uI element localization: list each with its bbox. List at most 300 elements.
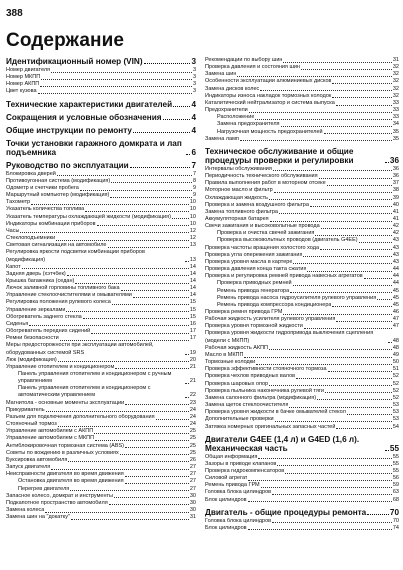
toc-entry-text: Нагрузочная мощность предохранителей (217, 128, 323, 135)
toc-entry-text: Дополнительные проверки (205, 416, 274, 423)
toc-entry-text: Обогреватель передних сидений (6, 328, 91, 335)
toc-section-heading[interactable] (6, 126, 196, 135)
toc-entry[interactable] (6, 264, 196, 271)
toc-page-number: 52 (392, 387, 399, 394)
toc-entry-text: Замена предохранителя (217, 121, 280, 128)
toc-section-heading[interactable] (205, 147, 399, 165)
toc-entry[interactable] (205, 129, 399, 136)
toc-entry[interactable] (205, 475, 399, 482)
toc-entry[interactable] (205, 302, 399, 309)
toc-page-number: 70 (392, 517, 399, 524)
toc-entry[interactable] (205, 187, 399, 194)
dot-leader (70, 490, 189, 491)
dot-leader (273, 170, 392, 171)
toc-entry-text: Проверка и регулировка ремней привода навесных агрегатов (205, 273, 363, 280)
toc-entry[interactable] (205, 323, 399, 330)
toc-entry[interactable] (205, 266, 399, 273)
toc-entry[interactable] (6, 435, 196, 442)
toc-entry-text: Управление автомобилем с МКПП (6, 435, 95, 442)
toc-entry[interactable] (6, 471, 196, 478)
toc-entry[interactable] (6, 500, 196, 507)
dot-leader (46, 411, 189, 412)
toc-page-number: 56 (392, 475, 399, 482)
toc-page-number: 16 (189, 320, 196, 327)
toc-entry[interactable] (205, 424, 399, 431)
toc-entry[interactable] (6, 307, 196, 314)
toc-entry[interactable] (205, 64, 399, 71)
toc-entry-text: Обогреватель заднего стекла (6, 313, 82, 320)
dot-leader (301, 69, 392, 70)
toc-page-number: 9 (192, 192, 196, 199)
toc-entry-text: Маршрутный компьютер (модификация) (6, 192, 110, 199)
toc-entry[interactable] (205, 216, 399, 223)
toc-page-number: 14 (189, 270, 196, 277)
toc-page-number: 47 (392, 316, 399, 323)
toc-entry-text: Проверка и замена воздушного фильтра (205, 201, 309, 208)
toc-entry-text: Регулировка положения рулевого колеса (6, 299, 111, 306)
toc-page-number: 27 (189, 485, 196, 492)
dot-leader (321, 228, 392, 229)
dot-leader (388, 342, 392, 343)
dot-leader (125, 447, 189, 448)
toc-page-number: 53 (392, 416, 399, 423)
toc-page-number: 36 (392, 165, 399, 172)
toc-page-number: 43 (392, 258, 399, 265)
toc-entry[interactable] (6, 314, 196, 321)
toc-entry-text: Проверка гидрокомпенсаторов (205, 467, 285, 474)
toc-page-number: 10 (189, 213, 196, 220)
toc-entry-text: Антиблокировочная тормозная система (ABS) (6, 442, 124, 449)
dot-leader (120, 454, 189, 455)
toc-entry-text: Рекомендации по выбору шин (205, 57, 283, 63)
toc-entry[interactable] (205, 273, 399, 280)
toc-entry[interactable] (6, 74, 196, 81)
toc-page-number: 52 (392, 373, 399, 380)
dot-leader (269, 199, 392, 200)
toc-section-heading[interactable] (205, 435, 399, 453)
dot-leader (111, 182, 192, 183)
toc-page-number: 49 (392, 351, 399, 358)
toc-page-number: 51 (392, 366, 399, 373)
toc-entry[interactable] (205, 288, 399, 295)
dot-leader (272, 494, 392, 495)
toc-section-heading[interactable] (6, 100, 196, 109)
toc-entry[interactable] (6, 407, 196, 414)
dot-leader (269, 385, 392, 386)
toc-entry[interactable] (205, 525, 399, 532)
toc-page-number: 37 (392, 180, 399, 187)
toc-entry[interactable] (205, 330, 399, 344)
dot-leader (364, 278, 392, 279)
toc-entry[interactable] (205, 136, 399, 143)
toc-page-number: 33 (392, 107, 399, 114)
dot-leader (94, 433, 189, 434)
toc-entry-text: Проверка уровня масла в картере (205, 258, 293, 265)
toc-entry[interactable] (205, 71, 399, 78)
toc-entry[interactable] (6, 178, 196, 185)
toc-entry-text: Замена шин (205, 71, 237, 78)
toc-page-number: 6 (191, 147, 196, 157)
toc-page-number: 15 (189, 306, 196, 313)
toc-section-heading[interactable] (6, 57, 196, 66)
toc-entry[interactable] (6, 192, 196, 199)
toc-entry[interactable] (6, 292, 196, 299)
toc-entry[interactable] (205, 388, 399, 395)
dot-leader (327, 185, 392, 186)
toc-entry[interactable] (6, 321, 196, 328)
toc-entry-text: Указатель температуры охлаждающей жидкости (модификация) (6, 213, 171, 220)
toc-page-number: 13 (189, 242, 196, 249)
toc-page-number: 10 (189, 206, 196, 213)
toc-entry[interactable] (205, 259, 399, 266)
toc-entry-text: Часы (6, 227, 20, 234)
dot-leader (248, 480, 391, 481)
toc-entry[interactable] (205, 359, 399, 366)
toc-page-number: 15 (189, 313, 196, 320)
toc-entry[interactable] (6, 67, 196, 74)
toc-page-number: 35 (392, 128, 399, 135)
toc-entry-text: Стеклоподъемники (6, 235, 56, 242)
toc-entry[interactable] (205, 409, 399, 416)
toc-page-number: 44 (392, 273, 399, 280)
toc-page-number: 45 (392, 294, 399, 301)
toc-entry[interactable] (6, 221, 196, 228)
toc-page-number: 68 (392, 496, 399, 503)
toc-entry[interactable] (6, 385, 196, 399)
dot-leader (260, 90, 392, 91)
toc-heading-text: Общие инструкции по ремонту (6, 125, 132, 135)
toc-entry[interactable] (6, 278, 196, 285)
dot-leader (307, 271, 391, 272)
toc-page-number: 44 (392, 280, 399, 287)
toc-entry[interactable] (205, 461, 399, 468)
toc-page-number: 53 (392, 402, 399, 409)
toc-entry[interactable] (6, 199, 196, 206)
toc-page-number: 12 (189, 227, 196, 234)
toc-entry-text: Индикаторы износа накладок тормозных колодок (205, 92, 332, 99)
toc-column-right (205, 57, 399, 532)
toc-entry-text: Задняя дверь (хэтчбек) (6, 270, 66, 277)
toc-entry[interactable] (205, 209, 399, 216)
toc-entry[interactable] (6, 271, 196, 278)
toc-entry[interactable] (205, 518, 399, 525)
toc-page-number: 12 (189, 235, 196, 242)
dot-leader (91, 333, 189, 334)
toc-entry-text: Расположение (217, 114, 255, 121)
dot-leader (332, 306, 391, 307)
toc-entry-text: Лючок заливной горловины топливного бака (6, 285, 120, 292)
toc-entry[interactable] (205, 295, 399, 302)
toc-page-number: 3 (192, 67, 196, 73)
dot-leader (332, 83, 391, 84)
toc-entry-text: Масло в МКПП (205, 351, 244, 358)
toc-entry-text: Общая информация (205, 453, 258, 460)
dot-leader (249, 112, 392, 113)
dot-leader (68, 461, 189, 462)
toc-entry-text: Остановка двигателя во время движения (18, 478, 124, 485)
toc-section-heading[interactable] (205, 508, 399, 517)
toc-entry-text: Замена колеса (6, 506, 45, 513)
toc-page-number: 50 (392, 359, 399, 366)
toc-page-number: 13 (189, 256, 196, 263)
toc-entry-text: Тахометр (6, 199, 31, 206)
dot-leader (121, 290, 189, 291)
toc-entry[interactable] (6, 507, 196, 514)
dot-leader (125, 476, 189, 477)
toc-entry[interactable] (205, 395, 399, 402)
toc-page-number: 9 (192, 184, 196, 191)
toc-entry[interactable] (6, 185, 196, 192)
dot-leader (125, 404, 189, 405)
toc-page-number: 30 (189, 492, 196, 499)
dot-leader (324, 133, 392, 134)
toc-entry-text: Зазоры в приводе клапанов (205, 460, 277, 467)
toc-entry-text: Управление стеклоочистителями и омывателями (6, 292, 132, 299)
toc-entry[interactable] (6, 249, 196, 263)
toc-heading-text: Двигатель - общие процедуры ремонта (205, 507, 367, 517)
dot-leader (144, 63, 191, 64)
toc-page-number: 45 (392, 287, 399, 294)
dot-leader (244, 357, 391, 358)
toc-entry-text: Головка блока цилиндров (205, 489, 272, 496)
toc-section-heading[interactable] (6, 139, 196, 157)
toc-heading-text: Технические характеристики двигателей (6, 99, 173, 109)
toc-heading-text: Руководство по эксплуатации (6, 160, 129, 170)
toc-entry[interactable] (6, 450, 196, 457)
toc-entry-text: Запуск двигателя (6, 464, 51, 471)
toc-entry[interactable] (205, 381, 399, 388)
toc-entry[interactable] (205, 173, 399, 180)
toc-entry[interactable] (6, 235, 196, 242)
toc-section-heading[interactable] (6, 113, 196, 122)
toc-entry-text: Блокировка дверей (6, 170, 56, 177)
toc-entry[interactable] (205, 402, 399, 409)
toc-entry[interactable] (205, 316, 399, 323)
toc-entry[interactable] (205, 482, 399, 489)
toc-entry-text: Проверка угла опережения зажигания (205, 251, 303, 258)
toc-entry[interactable] (205, 252, 399, 259)
dot-leader (112, 304, 189, 305)
toc-entry[interactable] (205, 230, 399, 237)
toc-page-number: 14 (189, 292, 196, 299)
toc-entry[interactable] (6, 214, 196, 221)
toc-page-number: 42 (392, 223, 399, 230)
dot-leader (293, 285, 392, 286)
toc-entry-text: Каталитический нейтрализатор и система выпуска (205, 99, 335, 106)
toc-entry[interactable] (6, 228, 196, 235)
dot-leader (279, 213, 392, 214)
toc-entry[interactable] (205, 107, 399, 114)
toc-entry[interactable] (205, 468, 399, 475)
toc-heading-text: Техническое обслуживание и общие процедуры проверки и регулировки (205, 146, 354, 165)
toc-entry-text: Меры предосторожности при эксплуатации автомобилей, оборудованных системой SRS (6, 342, 154, 356)
toc-entry[interactable] (205, 237, 399, 244)
dot-leader (283, 314, 391, 315)
dot-leader (317, 399, 392, 400)
toc-entry[interactable] (205, 121, 399, 128)
toc-page-number: 55 (392, 467, 399, 474)
toc-entry-text: Буксировка автомобиля (6, 456, 68, 463)
toc-entry[interactable] (6, 493, 196, 500)
toc-entry-text: Замена салонного фильтра (модификация) (205, 394, 317, 401)
toc-page-number: 15 (189, 299, 196, 306)
dot-leader (51, 469, 189, 470)
toc-entry[interactable] (205, 114, 399, 121)
toc-entry[interactable] (205, 489, 399, 496)
toc-entry-text: Проверка частоты вращения холостого хода (205, 244, 319, 251)
toc-heading-text: Двигатели G4EE (1,4 л) и G4ED (1,6 л). Механическая часть (205, 434, 360, 453)
toc-entry[interactable] (6, 335, 196, 342)
toc-page-number: 10 (189, 220, 196, 227)
dot-leader (248, 501, 392, 502)
toc-entry[interactable] (205, 366, 399, 373)
toc-entry[interactable] (6, 428, 196, 435)
toc-heading-text: Идентификационный номер (VIN) (6, 57, 143, 66)
toc-entry[interactable] (6, 478, 196, 485)
toc-entry[interactable] (6, 486, 196, 493)
toc-entry[interactable] (205, 195, 399, 202)
dot-leader (20, 232, 188, 233)
toc-entry-text: Проверка давления конца такта сжатия (205, 266, 307, 273)
toc-entry[interactable] (6, 299, 196, 306)
dot-leader (173, 106, 190, 107)
dot-leader (56, 240, 189, 241)
toc-entry[interactable] (205, 309, 399, 316)
toc-entry-text: Тормозные колодки (205, 359, 256, 366)
toc-entry-text: Советы по вождению в различных условиях (6, 449, 119, 456)
toc-entry[interactable] (6, 81, 196, 88)
toc-entry-text: Свечи зажигания и высоковольтные провода (205, 223, 320, 230)
toc-page-number: 26 (189, 456, 196, 463)
toc-page-number: 31 (189, 514, 196, 521)
toc-entry[interactable] (205, 352, 399, 359)
page-title: Содержание (6, 30, 125, 51)
toc-entry[interactable] (205, 86, 399, 93)
toc-page-number: 54 (392, 423, 399, 430)
dot-leader (71, 519, 189, 520)
toc-entry[interactable] (6, 285, 196, 292)
toc-entry[interactable] (205, 245, 399, 252)
toc-entry[interactable] (6, 457, 196, 464)
toc-page-number: 24 (189, 413, 196, 420)
dot-leader (274, 192, 392, 193)
toc-entry[interactable] (6, 206, 196, 213)
toc-entry[interactable] (6, 443, 196, 450)
dot-leader (185, 397, 189, 398)
toc-page-number: 32 (392, 71, 399, 78)
toc-entry[interactable] (6, 242, 196, 249)
toc-entry-text: Проверка пыльника наконечника рулевой тяги (205, 387, 325, 394)
toc-entry[interactable] (6, 364, 196, 371)
dot-leader (385, 162, 389, 163)
toc-entry[interactable] (205, 202, 399, 209)
toc-heading-text: Сокращения и условные обозначения (6, 112, 162, 122)
toc-entry-text: Люк (модификация) (6, 356, 57, 363)
dot-leader (304, 328, 392, 329)
toc-entry[interactable] (6, 342, 196, 356)
dot-leader (293, 263, 391, 264)
dot-leader (75, 283, 189, 284)
toc-page-number: 48 (392, 344, 399, 351)
toc-entry-text: Панель управления отопителем и кондиционером с ручным управлением (18, 371, 172, 385)
toc-entry[interactable] (205, 93, 399, 100)
toc-entry[interactable] (205, 497, 399, 504)
dot-leader (320, 249, 392, 250)
toc-entry-text: Номер АКПП (6, 81, 40, 88)
toc-entry-text: Правила выполнения работ в моторном отсеке (205, 180, 326, 187)
toc-entry[interactable] (205, 280, 399, 287)
toc-entry[interactable] (205, 454, 399, 461)
toc-page-number: 40 (392, 201, 399, 208)
toc-entry-text: Проверка уровня жидкости в бачке омывателей стекол (205, 409, 346, 416)
toc-entry[interactable] (6, 88, 196, 95)
toc-entry[interactable] (205, 100, 399, 107)
toc-entry-text: Противоугонная система (модификация) (6, 177, 111, 184)
toc-page-number: 41 (392, 208, 399, 215)
toc-page-number: 25 (189, 449, 196, 456)
dot-leader (385, 450, 389, 451)
toc-entry[interactable] (205, 166, 399, 173)
dot-leader (277, 465, 392, 466)
toc-entry[interactable] (6, 357, 196, 364)
dot-leader (310, 206, 392, 207)
toc-page-number: 55 (392, 453, 399, 460)
dot-leader (237, 76, 392, 77)
toc-entry[interactable] (6, 328, 196, 335)
toc-entry-text: Прикуриватель (6, 406, 45, 413)
dot-leader (248, 529, 392, 530)
toc-entry[interactable] (6, 371, 196, 385)
toc-entry-text: Периодичность технического обслуживания (205, 173, 318, 180)
toc-page-number: 55 (389, 443, 399, 453)
toc-page-number: 55 (392, 460, 399, 467)
toc-entry-text: Рабочая жидкость АКПП (205, 344, 268, 351)
dot-leader (289, 407, 391, 408)
toc-entry[interactable] (205, 223, 399, 230)
dot-leader (186, 154, 190, 155)
dot-leader (185, 354, 189, 355)
dot-leader (83, 318, 189, 319)
dot-leader (115, 368, 189, 369)
toc-entry-text: Замена ламп (205, 135, 239, 142)
toc-entry-text: Проверка высоковольтных проводов (двигатель G4EE) (217, 237, 358, 244)
dot-leader (114, 497, 189, 498)
toc-page-number: 32 (392, 85, 399, 92)
toc-entry[interactable] (205, 373, 399, 380)
toc-entry[interactable] (6, 464, 196, 471)
toc-page-number: 36 (389, 155, 399, 165)
toc-entry-text: Перегрев двигателя (18, 485, 70, 492)
toc-page-number: 33 (392, 114, 399, 121)
toc-entry[interactable] (205, 78, 399, 85)
toc-entry[interactable] (6, 421, 196, 428)
toc-entry[interactable] (6, 171, 196, 178)
toc-entry[interactable] (205, 345, 399, 352)
toc-page-number: 52 (392, 394, 399, 401)
toc-entry[interactable] (205, 416, 399, 423)
toc-entry-text: Неисправности двигателя во время движения (6, 471, 124, 478)
toc-entry[interactable] (205, 180, 399, 187)
toc-entry-text: Управление автомобилем с АКПП (6, 428, 94, 435)
toc-entry[interactable] (6, 514, 196, 521)
toc-entry[interactable] (205, 57, 399, 64)
toc-entry[interactable] (6, 400, 196, 407)
toc-page-number: 23 (189, 399, 196, 406)
toc-entry[interactable] (6, 414, 196, 421)
toc-page-number: 25 (189, 442, 196, 449)
dot-leader (110, 197, 192, 198)
toc-section-heading[interactable] (6, 161, 196, 170)
